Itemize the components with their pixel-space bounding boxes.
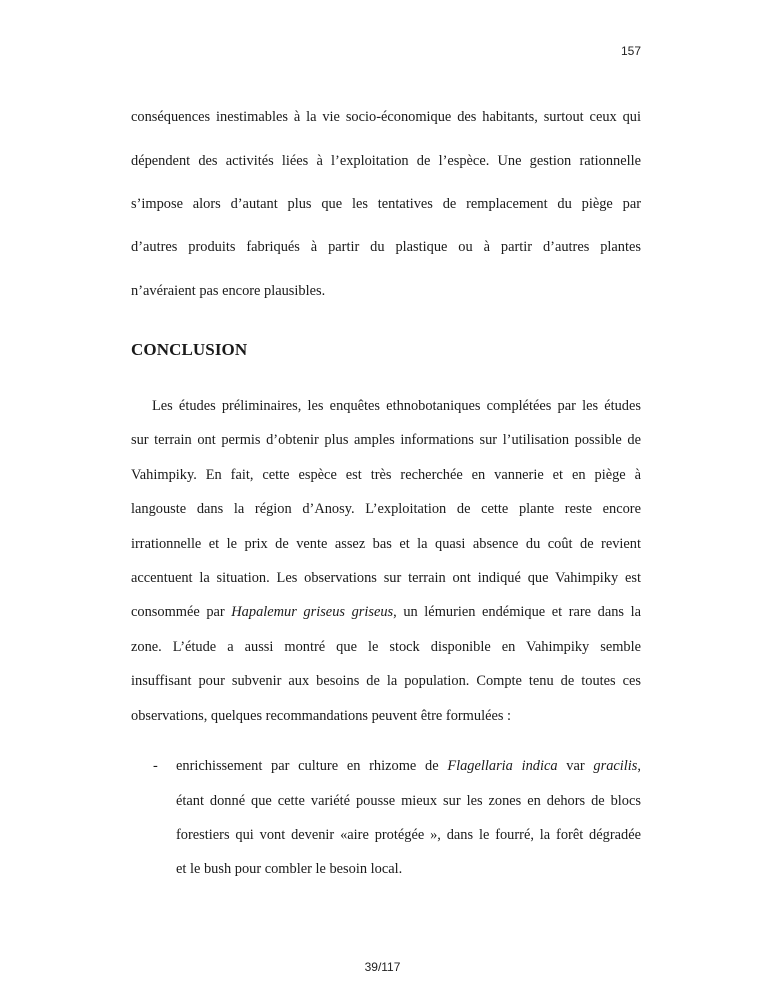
text-line: étant donné que cette variété pousse mieux sur les zones en dehors de blocs <box>176 793 641 809</box>
text-line: irrationnelle et le prix de vente assez bas et la quasi absence du coût de revient <box>131 536 641 552</box>
species-name-italic: Flagellaria indica <box>447 758 558 774</box>
page-counter: 39/117 <box>364 960 401 974</box>
text-line: Vahimpiky. En fait, cette espèce est très recherchée en vannerie et en piège à <box>131 467 641 483</box>
species-name-italic: Hapalemur griseus griseus <box>231 604 394 620</box>
text-line: n’avéraient pas encore plausibles. <box>131 283 326 299</box>
page-number: 157 <box>620 44 641 58</box>
text-line-species <box>131 603 641 621</box>
text-line: sur terrain ont permis d’obtenir plus amples informations sur l’utilisation possible de <box>131 432 641 448</box>
text-line: dépendent des activités liées à l’exploitation de l’espèce. Une gestion rationnelle <box>131 153 641 169</box>
text-run: consommée par <box>131 604 232 620</box>
text-line: s’impose alors d’autant plus que les tentatives de remplacement du piège par <box>131 196 641 212</box>
text-run: , un lémurien endémique et rare dans la <box>393 604 641 620</box>
text-run: enrichissement par culture en rhizome de <box>176 758 448 774</box>
text-line: Les études préliminaires, les enquêtes ethnobotaniques complétées par les études <box>152 398 641 414</box>
section-heading-conclusion: CONCLUSION <box>131 340 248 359</box>
bullet-marker: - <box>153 758 158 774</box>
text-line: forestiers qui vont devenir «aire protégée », dans le fourré, la forêt dégradée <box>176 827 641 843</box>
text-line: observations, quelques recommandations peuvent être formulées : <box>131 708 512 724</box>
text-line: et le bush pour combler le besoin local. <box>176 861 403 877</box>
text-line: d’autres produits fabriqués à partir du plastique ou à partir d’autres plantes <box>131 239 641 255</box>
text-line: conséquences inestimables à la vie socio-économique des habitants, surtout ceux qui <box>131 109 641 125</box>
text-run: var <box>557 758 594 774</box>
text-line: insuffisant pour subvenir aux besoins de la population. Compte tenu de toutes ces <box>131 673 641 689</box>
text-line-species <box>176 757 641 775</box>
variety-name-italic: gracilis <box>593 758 638 774</box>
text-run: , <box>637 758 641 774</box>
text-line: zone. L’étude a aussi montré que le stock disponible en Vahimpiky semble <box>131 639 641 655</box>
text-line: accentuent la situation. Les observations sur terrain ont indiqué que Vahimpiky est <box>131 570 641 586</box>
text-line: langouste dans la région d’Anosy. L’exploitation de cette plante reste encore <box>131 501 641 517</box>
